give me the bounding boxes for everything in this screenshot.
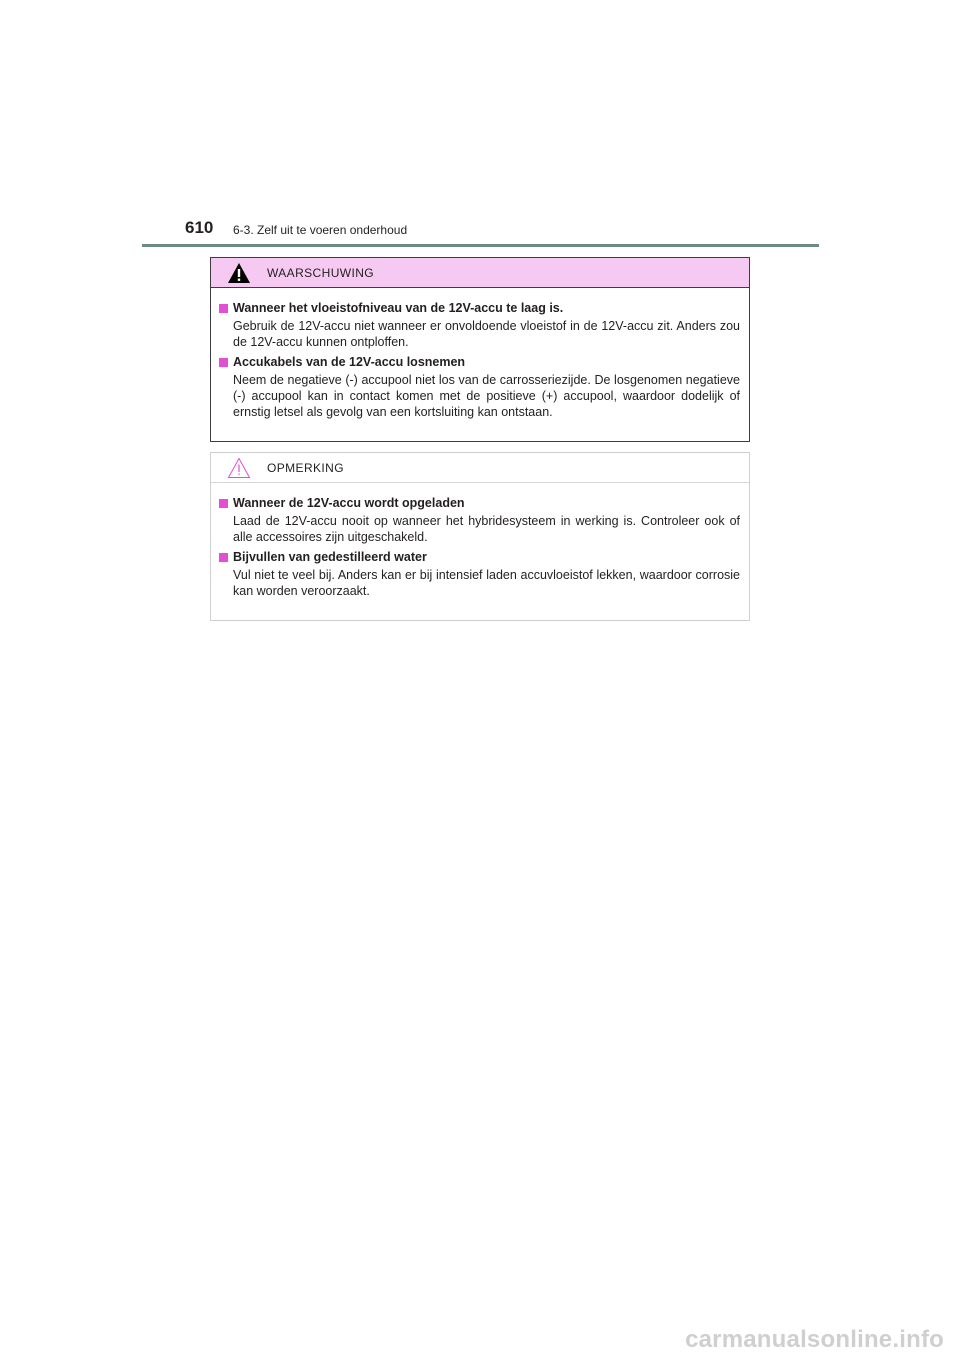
notice-item-text: Laad de 12V-accu nooit op wanneer het hybridesysteem in werking is. Controleer ook of alle accessoires zijn uitgeschakeld. bbox=[233, 514, 740, 544]
notice-item bbox=[219, 495, 740, 545]
notice-item-text: Vul niet te veel bij. Anders kan er bij intensief laden accuvloeistof lekken, waardoor corrosie kan worden veroorzaakt. bbox=[233, 568, 740, 598]
notice-box-body bbox=[211, 483, 749, 599]
notice-label: OPMERKING bbox=[267, 460, 344, 475]
square-bullet-icon bbox=[219, 304, 228, 313]
square-bullet-icon bbox=[219, 499, 228, 508]
warning-item-title bbox=[219, 354, 740, 371]
notice-item bbox=[219, 549, 740, 599]
warning-label: WAARSCHUWING bbox=[267, 265, 375, 280]
warning-item bbox=[219, 354, 740, 420]
notice-item-title bbox=[219, 549, 740, 566]
section-title: 6-3. Zelf uit te voeren onderhoud bbox=[233, 223, 408, 237]
notice-item-title-text: Bijvullen van gedestilleerd water bbox=[233, 550, 427, 564]
notice-item-title bbox=[219, 495, 740, 512]
warning-filled-icon bbox=[227, 262, 251, 284]
watermark: carmanualsonline.info bbox=[685, 1326, 944, 1353]
square-bullet-icon bbox=[219, 553, 228, 562]
warning-item-title-text: Wanneer het vloeistofniveau van de 12V-accu te laag is. bbox=[233, 301, 564, 315]
warning-item-title bbox=[219, 300, 740, 317]
notice-item-title-text: Wanneer de 12V-accu wordt opgeladen bbox=[233, 496, 465, 510]
warning-box-header bbox=[211, 258, 749, 288]
warning-outline-icon bbox=[227, 457, 251, 479]
warning-box-body bbox=[211, 288, 749, 420]
notice-box-header bbox=[211, 453, 749, 483]
notice-box bbox=[210, 452, 750, 621]
page-number: 610 bbox=[185, 218, 214, 237]
warning-item-text: Neem de negatieve (-) accupool niet los van de carrosseriezijde. De losgenomen negatieve (-) accupool kan in contact komen met de positieve (+) accupool, waardoor dodelijk of ernstig letsel als gevolg van een kortsluiting kan ontstaan. bbox=[233, 373, 740, 419]
warning-item-title-text: Accukabels van de 12V-accu losnemen bbox=[233, 355, 466, 369]
warning-box bbox=[210, 257, 750, 442]
warning-item bbox=[219, 300, 740, 350]
header-rule bbox=[142, 244, 819, 247]
warning-item-text: Gebruik de 12V-accu niet wanneer er onvoldoende vloeistof in de 12V-accu zit. Anders zou de 12V-accu kunnen ontploffen. bbox=[233, 319, 740, 349]
square-bullet-icon bbox=[219, 358, 228, 367]
